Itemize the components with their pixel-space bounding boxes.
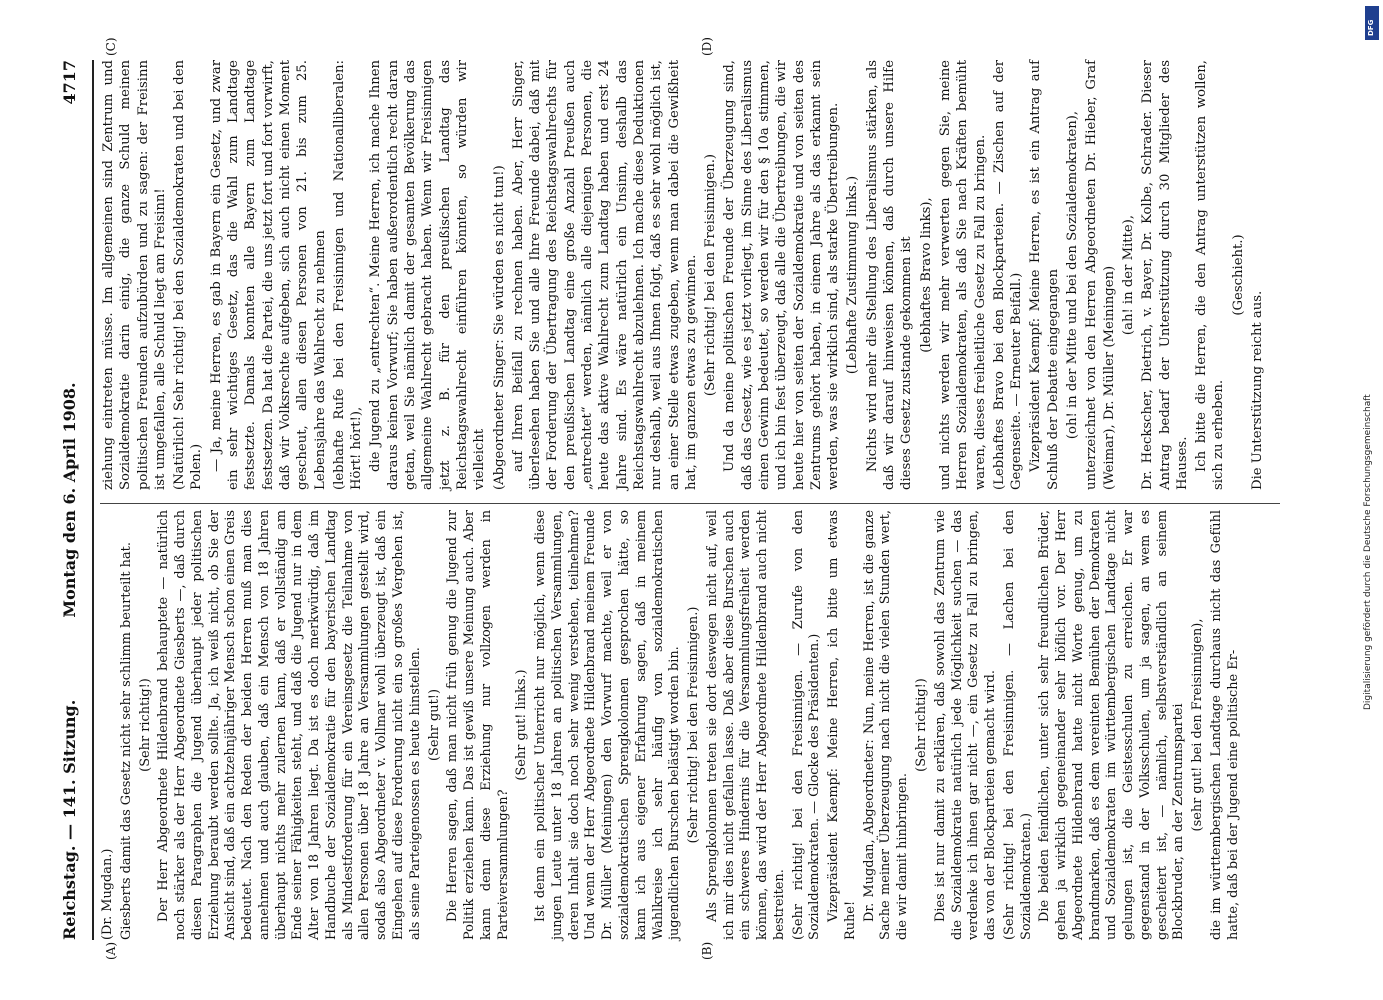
paragraph: (oh! in der Mitte und bei den Sozialdemokraten), xyxy=(1065,110,1081,440)
paragraph: (Sehr gut! links.) xyxy=(514,669,530,781)
paragraph: (Sehr gut!) xyxy=(426,689,442,761)
paragraph: Giesberts damit das Gesetz nicht sehr schlimm beurteilt hat. xyxy=(118,542,134,940)
paragraph: ziehung eintreten müsse. Im allgemeinen sind Zentrum und Sozialdemokratie darin einig, die ganze Schuld meinen politischen Freunden aufzubürden und zu sagen: der Freisinn ist umgefallen, alle Schuld liegt am Freisinn! xyxy=(101,60,168,490)
paragraph: Ich bitte die Herren, die den Antrag unterstützen wollen, sich zu erheben. xyxy=(1194,60,1227,490)
paragraph: Als Sprengkolonnen treten sie dort deswegen nicht auf, weil ich mir dies nicht gefallen lasse. Daß aber diese Burschen auch ein schweres Hindernis für die Versammlungsfreiheit werden können, das wird der Herr Abgeordnete Hildenbrand auch nicht bestreiten. xyxy=(704,510,787,940)
paragraph: (Lebhafte Zustimmung links.) xyxy=(845,175,861,375)
paragraph: (Sehr richtig! bei den Freisinnigen. — Zurufe von den Sozialdemokraten. — Glocke des Präsidenten.) xyxy=(790,510,823,940)
paragraph: (Sehr richtig!) xyxy=(137,678,153,772)
paragraph: (Geschieht.) xyxy=(1230,234,1246,316)
paragraph: (Lebhaftes Bravo bei den Blockparteien. — Zischen auf der Gegenseite. — Erneuter Beifall.) xyxy=(991,60,1025,490)
paragraph: — Ja, meine Herren, es gab in Bayern ein Gesetz, und zwar ein sehr wichtiges Gesetz, das die Wahl zum Landtage festsetzte. Damals konnten alle Bayern zum Landtage festsetzen. Da hat die Partei, die uns jetzt fort und fort vorwirft, daß wir Volksrechte aufgeben, sich auch nicht einen Moment gescheut, allen diesen Personen von 21. bis zum 25. Lebensjahre das Wahlrecht zu nehmen xyxy=(208,60,328,490)
paragraph: Und da meine politischen Freunde der Überzeugung sind, daß das Gesetz, wie es jetzt vorliegt, im Sinne des Liberalismus einen Gewinn bedeutet, so werden wir für den § 10a stimmen, und ich bin fest überzeugt, daß alle die Übertreibungen, die wir heute hier von seiten der Sozialdemokratie und von seiten des Zentrums gehört haben, in einem Jahre als das erkannt sein werden, was sie wirklich sind, als starke Übertreibungen. xyxy=(722,60,842,490)
page-header xyxy=(60,60,90,940)
header-rule xyxy=(92,60,94,940)
paragraph: (Abgeordneter Singer: Sie würden es nicht tun!) xyxy=(491,165,507,490)
paragraph: (Dr. Mugdan.) xyxy=(100,848,115,940)
margin-marker-b: (B) xyxy=(700,941,714,960)
paragraph: und nichts werden wir mehr verwerten gegen Sie, meine Herren Sozialdemokraten, als daß Sie nach Kräften bemüht waren, dieses freiheitliche Gesetz zu Fall zu bringen. xyxy=(937,60,988,490)
paragraph: Die Unterstützung reicht aus. xyxy=(1250,290,1265,490)
digitization-note-text: Digitalisierung gefördert durch die Deutsche Forschungsgemeinschaft xyxy=(1363,394,1373,710)
header-left: Reichstag. — 141. Sitzung. xyxy=(60,699,79,940)
margin-marker-a: (A) xyxy=(104,941,118,960)
paragraph: (ah! in der Mitte), xyxy=(1120,214,1136,336)
margin-marker-d: (D) xyxy=(700,37,714,56)
paragraph: (Sehr richtig!) xyxy=(913,678,929,772)
paragraph: Nichts wird mehr die Stellung des Liberalismus stärken, als daß wir darauf hinweisen können, daß durch unsere Hilfe dieses Gesetz zustande gekommen ist xyxy=(864,60,915,490)
paragraph: (Natürlich! Sehr richtig! bei den Sozialdemokraten und bei den Polen.) xyxy=(172,60,205,490)
left-column xyxy=(100,510,1245,940)
paragraph: (sehr gut! bei den Freisinnigen), xyxy=(1190,618,1206,832)
paragraph: Ist denn ein politischer Unterricht nur möglich, wenn diese jungen Leute unter 18 Jahren an politischen Versammlungen, deren Inhalt sie doch noch sehr wenig verstehen, teilnehmen? Und wenn der Herr Abgeordnete Hildenbrand meinem Freunde Dr. Müller (Meiningen) den Vorwurf machte, weil er von sozialdemokratischen Sprengkolonnen gesprochen hätte, so kann ich aus eigener Erfahrung sagen, daß in meinem Wahlkreise ich sehr häufig von sozialdemokratischen jugendlichen Burschen belästigt worden bin. xyxy=(533,510,683,940)
paragraph: die Jugend zu „entrechten“. Meine Herren, ich mache Ihnen daraus keinen Vorwurf; Sie haben außerordentlich recht daran getan, weil Sie nämlich damit der gesamten Bevölkerung das allgemeine Wahlrecht gebracht haben. Wenn wir Freisinnigen jetzt z. B. für den preußischen Landtag das Reichstagswahlrecht einführen könnten, so würden wir vielleicht xyxy=(368,60,488,490)
digitization-note xyxy=(1363,10,1377,990)
paragraph: Dr. Mugdan, Abgeordneter: Nun, meine Herren, ist die ganze Sache meiner Überzeugung nach nicht die vielen Stunden wert, die wir damit hinbringen. xyxy=(861,510,911,940)
paragraph: Der Herr Abgeordnete Hildenbrand behauptete — natürlich noch stärker als der Herr Abgeordnete Giesberts —, daß durch diesen Paragraphen die Jugend überhaupt jeder politischen Erziehung beraubt werden sollte. Ja, ich weiß nicht, ob Sie der Ansicht sind, daß ein achtzehnjähriger Mensch schon einen Greis bedeutet. Nach den Reden der beiden Herren muß man dies annehmen und auch glauben, daß ein Mensch von 18 Jahren überhaupt nichts mehr zulernen kann, daß er vollständig am Ende seiner Fähigkeiten steht, und daß die Jugend nur in dem Alter von 18 Jahren liegt. Da ist es doch merkwürdig, daß im Handbuche der Sozialdemokratie für den bayerischen Landtag als Mindestforderung für ein Vereinsgesetz die Teilnahme von allen Personen über 18 Jahre an Versammlungen gestellt wird, sodaß also Abgeordneter v. Vollmar wohl überzeugt ist, daß ein Eingehen auf diese Forderung nicht ein so großes Vergehen ist, als seine Parteigenossen es heute hinstellen. xyxy=(156,510,423,940)
dfg-logo xyxy=(1365,6,1379,40)
paragraph: unterzeichnet von den Herren Abgeordneten Dr. Hieber, Graf (Weimar), Dr. Müller (Meiningen) xyxy=(1084,60,1117,490)
paragraph: die im württembergischen Landtage durchaus nicht das Gefühl hatte, daß bei der Jugend eine politische Er- xyxy=(1209,510,1241,940)
margin-marker-c: (C) xyxy=(104,37,118,56)
paragraph: Dr. Heckscher, Dietrich, v. Bayer, Dr. Kolbe, Schrader. Dieser Antrag bedarf der Unterstützung durch 30 Mitglieder des Hauses. xyxy=(1140,60,1190,490)
paragraph: Vizepräsident Kaempf: Meine Herren, es ist ein Antrag auf Schluß der Debatte eingegangen xyxy=(1028,60,1061,490)
paragraph: Die Herren sagen, daß man nicht früh genug die Jugend zur Politik erziehen kann. Das ist gewiß unsere Meinung auch. Aber kann denn diese Erziehung nur vollzogen werden in Parteiversammlungen? xyxy=(445,510,511,940)
paragraph: Dies ist nur damit zu erklären, daß sowohl das Zentrum wie die Sozialdemokratie natürlich jede Möglichkeit suchen — das verdenke ich ihnen gar nicht —, ein Gesetz zu Fall zu bringen, das von der Blockparteien gemacht wird. xyxy=(932,510,999,940)
paragraph: (Sehr richtig! bei den Freisinnigen. — Lachen bei den Sozialdemokraten.) xyxy=(1001,510,1034,940)
paragraph: (lebhafte Rufe bei den Freisinnigen und Nationalliberalen: Hört! hört!), xyxy=(331,60,365,490)
paragraph: Vizepräsident Kaempf: Meine Herren, ich bitte um etwas Ruhe! xyxy=(826,510,858,940)
page-number: 4717 xyxy=(60,60,79,105)
paragraph: (Sehr richtig! bei den Freisinnigen.) xyxy=(686,606,702,844)
paragraph: Die beiden feindlichen, unter sich sehr freundlichen Brüder, gehen ja wirklich gegeneinander sehr höflich vor. Der Herr Abgeordnete Hildenbrand hatte nicht Worte genug, um zu brandmarken, daß es dem vereinten Bemühen der Demokraten und Sozialdemokraten im württembergischen Landtage nicht gelungen ist, die Geistesschulen zu erreichen. Er war gegenstand in der Volksschulen, um ja sagen, an wem es gescheitert ist, — nämlich, selbstverständlich an seinem Blockbruder, an der Zentrumspartei xyxy=(1037,510,1187,940)
header-date: Montag den 6. April 1908. xyxy=(60,382,79,618)
paragraph: auf Ihren Beifall zu rechnen haben. Aber, Herr Singer, überlesehen haben Sie und alle Ihre Freunde dabei, daß mit der Forderung der Übertragung des Reichstagswahlrechts für den preußischen Landtag eine große Anzahl Preußen auch „entrechtet“ werden, nämlich alle diejenigen Personen, die heute das aktive Wahlrecht zum Landtag haben und erst 24 Jahre sind. Es wäre natürlich ein Unsinn, deshalb das Reichstagswahlrecht abzulehnen. Ich mache diese Deduktionen nur deshalb, weil aus Ihnen folgt, daß es sehr wohl möglich ist, an einer Stelle etwas zugeben, wenn man dabei die Gewißheit hat, im ganzen etwas zu gewinnen. xyxy=(510,60,699,490)
paragraph: (lebhaftes Bravo links), xyxy=(918,197,934,353)
column-divider xyxy=(100,503,1280,504)
dfg-logo-text: DFG xyxy=(1367,19,1375,36)
paragraph: (Sehr richtig! bei den Freisinnigen.) xyxy=(703,153,719,397)
right-column xyxy=(100,60,1268,490)
